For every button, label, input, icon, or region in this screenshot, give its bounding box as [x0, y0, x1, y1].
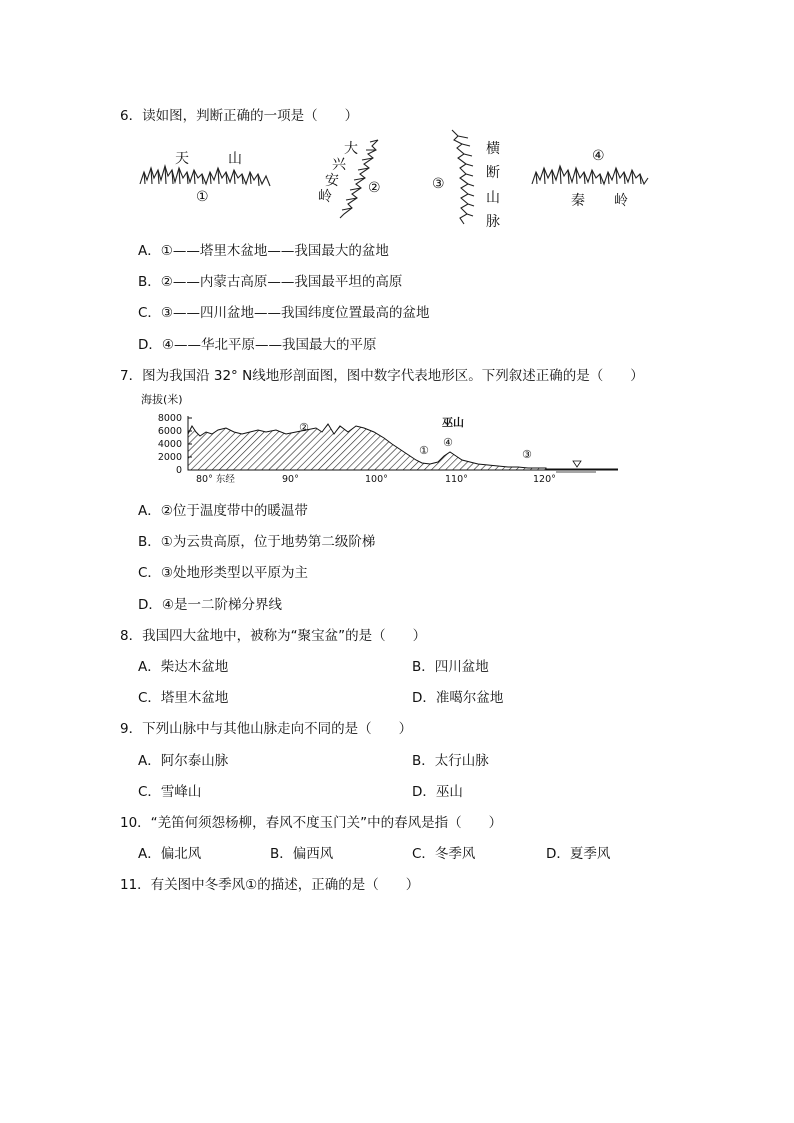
wushan-label: 巫山 [442, 416, 464, 429]
hengduan-char-3: 山 [486, 190, 500, 206]
q6-option-c[interactable]: C．③——四川盆地——我国纬度位置最高的盆地 [138, 305, 430, 321]
tianshan-char-1: 天 [175, 151, 189, 167]
y-axis-title: 海拔(米) [141, 393, 183, 406]
q9-stem: 9．下列山脉中与其他山脉走向不同的是（ ） [120, 721, 413, 737]
terrain-profile-chart [136, 390, 626, 486]
q8-option-d[interactable]: D．准噶尔盆地 [412, 690, 504, 706]
q6-option-d[interactable]: D．④——华北平原——我国最大的平原 [138, 337, 377, 353]
profile-marker-2: ② [299, 421, 309, 434]
q7-stem: 7．图为我国沿 32° N线地形剖面图，图中数字代表地形区。下列叙述正确的是（ ） [120, 368, 644, 384]
hengduan-char-4: 脉 [486, 214, 500, 230]
q9-option-b[interactable]: B．太行山脉 [412, 753, 489, 769]
x-tick-90: 90° [282, 474, 299, 485]
daxinganling-char-2: 兴 [332, 157, 346, 173]
q8-option-c[interactable]: C．塔里木盆地 [138, 690, 229, 706]
y-tick-0: 0 [175, 465, 182, 476]
q10-option-d[interactable]: D．夏季风 [546, 846, 611, 862]
x-tick-100: 100° [365, 474, 388, 485]
daxinganling-char-1: 大 [344, 141, 358, 157]
y-tick-8000: 8000 [157, 413, 182, 424]
q9-option-c[interactable]: C．雪峰山 [138, 784, 202, 800]
hengduan-char-1: 横 [486, 141, 500, 157]
q10-option-a[interactable]: A．偏北风 [138, 846, 202, 862]
x-tick-80: 80° 东经 [196, 474, 235, 485]
q10-option-b[interactable]: B．偏西风 [270, 846, 334, 862]
q6-stem: 6．读如图，判断正确的一项是（ ） [120, 108, 359, 124]
hengduan-char-2: 断 [486, 165, 500, 181]
y-tick-2000: 2000 [157, 452, 182, 463]
x-tick-120: 120° [533, 474, 556, 485]
q8-option-b[interactable]: B．四川盆地 [412, 659, 489, 675]
q7-option-d[interactable]: D．④是一二阶梯分界线 [138, 597, 282, 613]
daxinganling-char-3: 安 [325, 173, 339, 189]
q8-stem: 8．我国四大盆地中，被称为“聚宝盆”的是（ ） [120, 628, 427, 644]
q8-option-a[interactable]: A．柴达木盆地 [138, 659, 229, 675]
q7-option-a[interactable]: A．②位于温度带中的暖温带 [138, 503, 308, 519]
q7-option-c[interactable]: C．③处地形类型以平原为主 [138, 565, 309, 581]
q7-option-b[interactable]: B．①为云贵高原，位于地势第二级阶梯 [138, 534, 376, 550]
qinling-mountain-icon [530, 158, 652, 194]
profile-marker-1: ① [419, 444, 429, 457]
profile-marker-3: ③ [522, 448, 532, 461]
qinling-char-1: 秦 [571, 193, 585, 209]
marker-1: ① [196, 189, 209, 205]
q11-stem: 11．有关图中冬季风①的描述，正确的是（ ） [120, 877, 420, 893]
q10-option-c[interactable]: C．冬季风 [412, 846, 476, 862]
marker-4: ④ [592, 148, 605, 164]
y-tick-6000: 6000 [157, 426, 182, 437]
q6-option-b[interactable]: B．②——内蒙古高原——我国最平坦的高原 [138, 274, 403, 290]
qinling-char-2: 岭 [614, 193, 628, 209]
hengduan-mountain-icon [448, 128, 476, 228]
marker-2: ② [368, 180, 381, 196]
x-tick-110: 110° [445, 474, 468, 485]
tianshan-char-2: 山 [228, 151, 242, 167]
q6-option-a[interactable]: A．①——塔里木盆地——我国最大的盆地 [138, 243, 389, 259]
q10-stem: 10．“羌笛何须怨杨柳，春风不度玉门关”中的春风是指（ ） [120, 815, 503, 831]
q9-option-a[interactable]: A．阿尔泰山脉 [138, 753, 229, 769]
daxinganling-char-4: 岭 [318, 189, 332, 205]
profile-marker-4: ④ [443, 436, 453, 449]
marker-3: ③ [432, 176, 445, 192]
sea-level-icon [573, 461, 581, 467]
q9-option-d[interactable]: D．巫山 [412, 784, 463, 800]
y-tick-4000: 4000 [157, 439, 182, 450]
